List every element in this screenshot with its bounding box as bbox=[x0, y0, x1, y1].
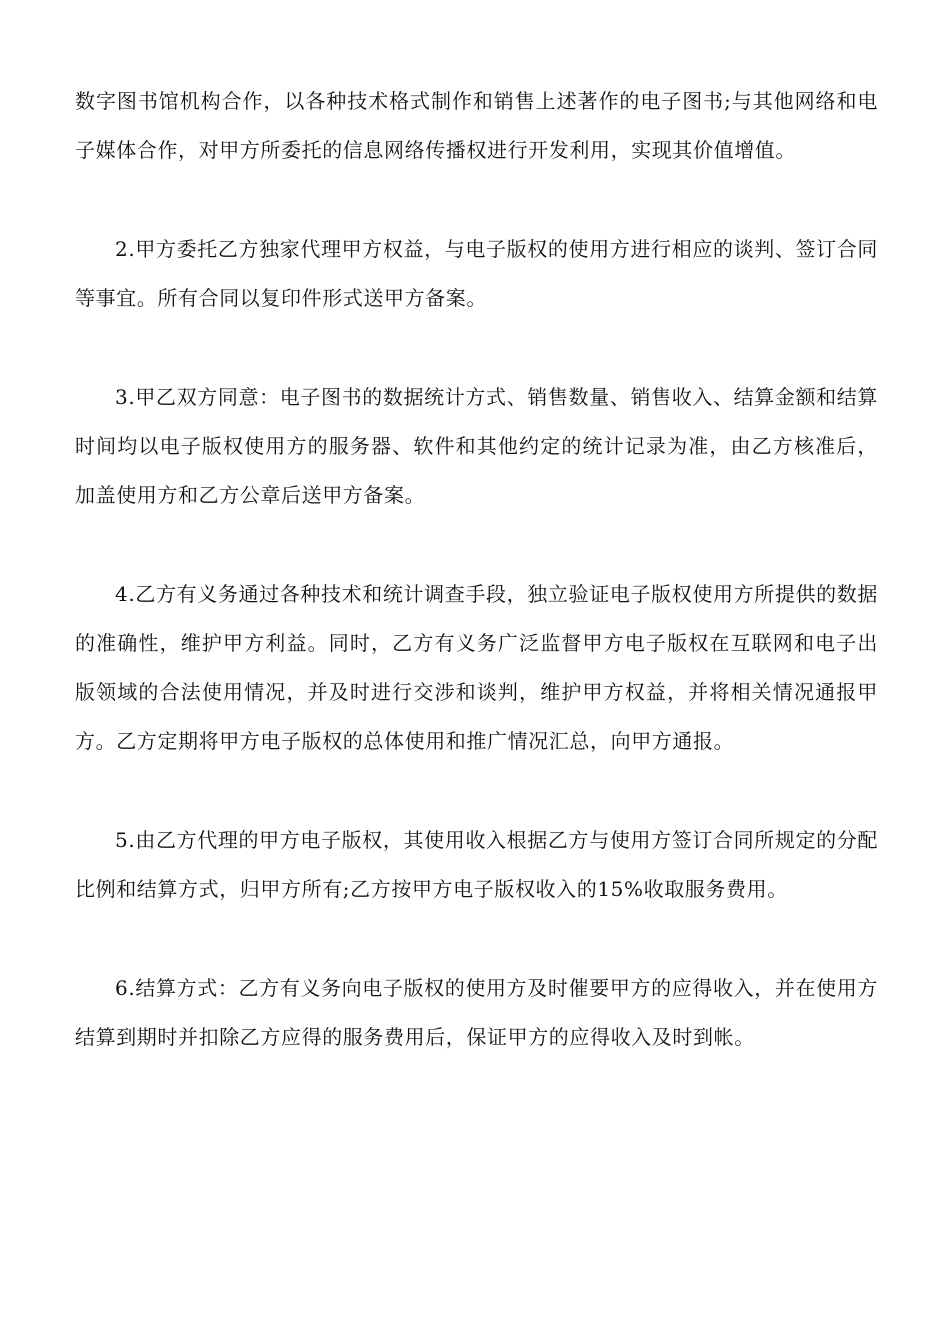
paragraph-clause-4: 4.乙方有义务通过各种技术和统计调查手段，独立验证电子版权使用方所提供的数据的准确性，维护甲方利益。同时，乙方有义务广泛监督甲方电子版权在互联网和电子出版领域的合法使用情况，并及时进行交涉和谈判，维护甲方权益，并将相关情况通报甲方。乙方定期将甲方电子版权的总体使用和推广情况汇总，向甲方通报。 bbox=[75, 582, 878, 753]
paragraph-clause-6: 6.结算方式：乙方有义务向电子版权的使用方及时催要甲方的应得收入，并在使用方结算到期时并扣除乙方应得的服务费用后，保证甲方的应得收入及时到帐。 bbox=[75, 976, 878, 1049]
paragraph-clause-5: 5.由乙方代理的甲方电子版权，其使用收入根据乙方与使用方签订合同所规定的分配比例和结算方式，归甲方所有;乙方按甲方电子版权收入的15%收取服务费用。 bbox=[75, 828, 878, 901]
paragraph-continuation: 数字图书馆机构合作，以各种技术格式制作和销售上述著作的电子图书;与其他网络和电子媒体合作，对甲方所委托的信息网络传播权进行开发利用，实现其价值增值。 bbox=[75, 89, 878, 162]
paragraph-clause-2: 2.甲方委托乙方独家代理甲方权益，与电子版权的使用方进行相应的谈判、签订合同等事宜。所有合同以复印件形式送甲方备案。 bbox=[75, 237, 878, 310]
paragraph-clause-3: 3.甲乙双方同意：电子图书的数据统计方式、销售数量、销售收入、结算金额和结算时间均以电子版权使用方的服务器、软件和其他约定的统计记录为准，由乙方核准后，加盖使用方和乙方公章后送甲方备案。 bbox=[75, 385, 878, 507]
document-body bbox=[75, 77, 878, 1112]
